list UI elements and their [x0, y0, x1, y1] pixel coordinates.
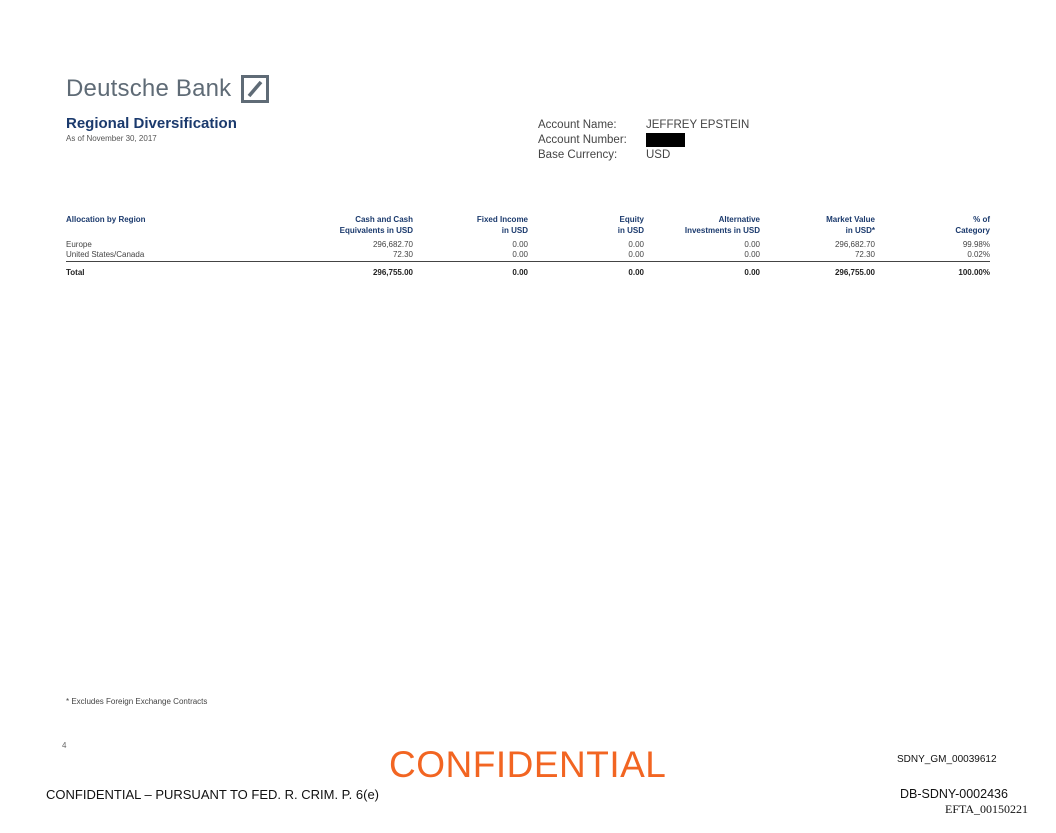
base-currency-row [538, 147, 749, 162]
total-alternative-cell: 0.00 [744, 268, 760, 277]
column-header-fixed-income: Fixed Income in USD [476, 215, 528, 235]
account-name-label: Account Name: [538, 118, 617, 131]
confidentiality-legend: CONFIDENTIAL – PURSUANT TO FED. R. CRIM. P. 6(e) [46, 787, 380, 802]
cash-cell: 72.30 [296, 250, 413, 262]
total-fixed-income-cell: 0.00 [512, 268, 528, 277]
footnote: * Excludes Foreign Exchange Contracts [66, 697, 208, 706]
percent-cell: 99.98% [962, 240, 990, 249]
table-total-row [66, 262, 990, 279]
total-equity-cell: 0.00 [628, 268, 644, 277]
column-header-equity: Equity in USD [617, 215, 644, 235]
region-cell: United States/Canada [66, 250, 296, 262]
cash-cell: 296,682.70 [372, 240, 413, 249]
brand-name: Deutsche Bank [66, 75, 232, 102]
total-market-value-cell: 296,755.00 [834, 268, 875, 277]
total-label-cell: Total [66, 268, 85, 277]
table-row [66, 250, 990, 262]
page-number: 4 [62, 741, 67, 750]
bates-number-db-sdny: DB-SDNY-0002436 [900, 787, 1008, 801]
market-value-cell: 72.30 [760, 250, 875, 262]
report-title: Regional Diversification [66, 115, 237, 132]
redaction-box [646, 133, 685, 147]
bates-number-sdny-gm: SDNY_GM_00039612 [897, 754, 997, 765]
confidential-stamp: CONFIDENTIAL [389, 744, 667, 785]
table-header-row [66, 214, 990, 240]
equity-cell: 0.00 [528, 250, 644, 262]
fixed-income-cell: 0.00 [413, 250, 528, 262]
column-header-cash: Cash and Cash Equivalents in USD [339, 215, 413, 235]
base-currency-value: USD [646, 148, 671, 161]
market-value-cell: 296,682.70 [834, 240, 875, 249]
account-name-row [538, 117, 749, 132]
total-percent-cell: 100.00% [958, 268, 990, 277]
alternative-cell: 0.00 [744, 240, 760, 249]
equity-cell: 0.00 [628, 240, 644, 249]
column-header-region: Allocation by Region [66, 215, 146, 224]
table-row [66, 240, 990, 250]
alternative-cell: 0.00 [644, 250, 760, 262]
brand-header [66, 75, 269, 103]
account-number-row [538, 132, 749, 147]
account-number-label: Account Number: [538, 133, 627, 146]
total-cash-cell: 296,755.00 [372, 268, 413, 277]
account-name-value: JEFFREY EPSTEIN [646, 118, 750, 131]
column-header-alternative: Alternative Investments in USD [684, 215, 760, 235]
efta-number: EFTA_00150221 [945, 802, 1029, 816]
deutsche-bank-logo-icon [241, 75, 269, 103]
column-header-market-value: Market Value in USD* [826, 215, 875, 235]
base-currency-label: Base Currency: [538, 148, 618, 161]
column-header-percent: % of Category [955, 215, 990, 235]
percent-cell: 0.02% [875, 250, 990, 262]
region-cell: Europe [66, 240, 92, 249]
regional-allocation-table [66, 214, 990, 278]
report-date: As of November 30, 2017 [66, 134, 157, 143]
fixed-income-cell: 0.00 [512, 240, 528, 249]
account-info [538, 117, 749, 162]
